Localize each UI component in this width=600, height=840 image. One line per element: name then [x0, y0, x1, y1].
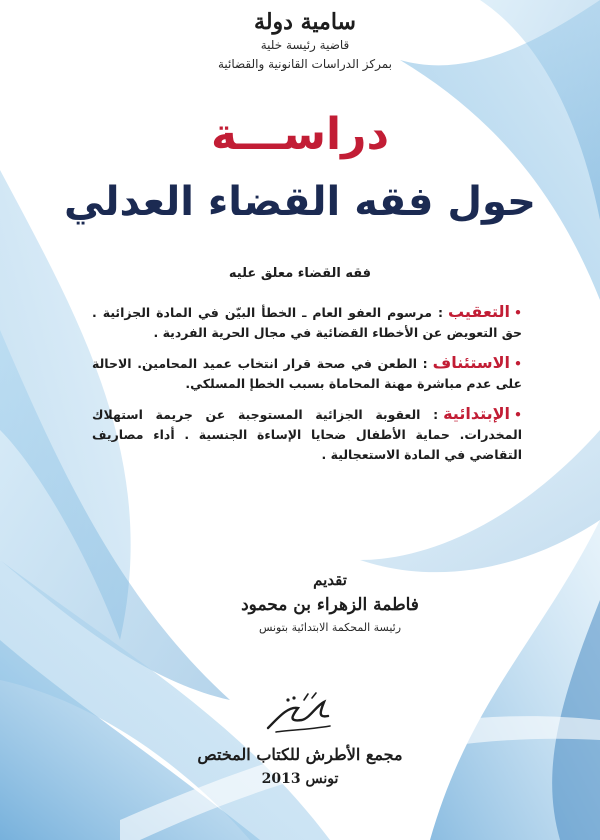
- publisher-logo-icon: [258, 688, 342, 740]
- author-name: سامية دولة: [254, 9, 356, 35]
- subtitle: فقه القضاء معلق عليه: [228, 266, 372, 281]
- author-block: [200, 8, 410, 74]
- presenter-label: تقديم: [313, 571, 347, 589]
- publisher-block: [150, 742, 450, 790]
- publisher-name: مجمع الأطرش للكتاب المختص: [197, 745, 403, 764]
- topic-text: : الطعن في صحة قرار انتخاب عميد المحامين. الاحالة على عدم مباشرة مهنة المحاماة بسبب الخطإ المسلكي.: [92, 356, 522, 391]
- presenter-role: رئيسة المحكمة الابتدائية بتونس: [258, 621, 402, 634]
- title-line1: دراســـة: [210, 109, 390, 160]
- author-role-line2: بمركز الدراسات القانونية والقضائية: [217, 57, 393, 71]
- topic-text: : العقوبة الجزائية المستوجبة عن جريمة استهلاك المخدرات. حماية الأطفال ضحايا الإساءة الجنسية . أداء مصاريف التقاضي في المادة الاستعجالية .: [92, 407, 522, 462]
- topic-label: التعقيب: [447, 302, 510, 321]
- presenter-name: فاطمة الزهراء بن محمود: [241, 595, 419, 615]
- topic-label: الإبتدائية: [443, 404, 510, 423]
- bullet: •: [514, 356, 522, 371]
- publisher-place-year: تونس 2013: [261, 771, 339, 787]
- presenter-block: [205, 568, 455, 638]
- bullet: •: [514, 305, 522, 320]
- topic-label: الاستئناف: [432, 353, 510, 372]
- topic-item: [92, 302, 522, 343]
- author-role-line1: قاضية رئيسة خلية: [260, 38, 350, 52]
- title-line2: حول فقه القضاء العدلي: [64, 179, 536, 225]
- bullet: •: [514, 407, 522, 422]
- topics-list: [92, 302, 522, 475]
- topic-item: [92, 404, 522, 465]
- topic-item: [92, 353, 522, 394]
- topic-text: : مرسوم العفو العام ـ الخطأ البيّن في المادة الجزائية . حق التعويض عن الأخطاء القضائية في مجال الحرية الفردية .: [92, 305, 522, 340]
